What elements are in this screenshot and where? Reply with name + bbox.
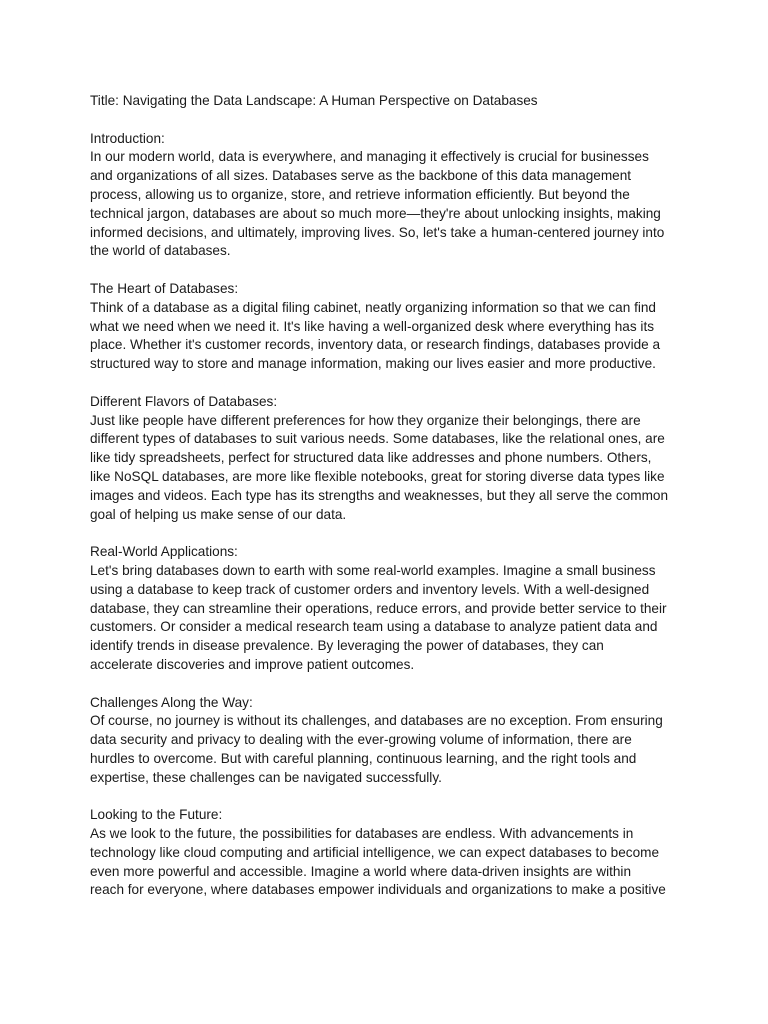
section-different-flavors [90, 393, 690, 525]
section-heading: Different Flavors of Databases: [90, 393, 278, 409]
document-page [90, 92, 690, 919]
section-heart-of-databases [90, 280, 690, 374]
section-heading: Real-World Applications: [90, 544, 238, 560]
section-heading: Challenges Along the Way: [90, 694, 253, 710]
section-looking-to-future [90, 806, 690, 900]
section-real-world-applications [90, 543, 690, 675]
section-heading: Looking to the Future: [90, 807, 223, 823]
section-challenges [90, 694, 690, 788]
section-body: Just like people have different preferences for how they organize their belongings, there are different types of databases to suit various needs. Some databases, like the relational ones, are like tidy spreadsheets, perfect for structured data like addresses and phone numbers. Others, like NoSQL databases, are more like flexible notebooks, great for storing diverse data types like images and videos. Each type has its strengths and weaknesses, but they all serve the common goal of helping us make sense of our data. [90, 412, 669, 522]
section-body: As we look to the future, the possibilities for databases are endless. With advancements in technology like cloud computing and artificial intelligence, we can expect databases to become even more powerful and accessible. Imagine a world where data-driven insights are within reach for everyone, where databases empower individuals and organizations to make a positive [90, 826, 666, 898]
document-title: Title: Navigating the Data Landscape: A Human Perspective on Databases [90, 93, 538, 108]
section-body: In our modern world, data is everywhere, and managing it effectively is crucial for businesses and organizations of all sizes. Databases serve as the backbone of this data management process, allowing us to organize, store, and retrieve information efficiently. But beyond the technical jargon, databases are about so much more—they're about unlocking insights, making informed decisions, and ultimately, improving lives. So, let's take a human-centered journey into the world of databases. [90, 149, 665, 259]
section-body: Think of a database as a digital filing cabinet, neatly organizing information so that we can find what we need when we need it. It's like having a well-organized desk where everything has its place. Whether it's customer records, inventory data, or research findings, databases provide a structured way to store and manage information, making our lives easier and more productive. [90, 299, 661, 372]
section-body: Let's bring databases down to earth with some real-world examples. Imagine a small business using a database to keep track of customer orders and inventory levels. With a well-designed database, they can streamline their operations, reduce errors, and provide better service to their customers. Or consider a medical research team using a database to analyze patient data and identify trends in disease prevalence. By leveraging the power of databases, they can accelerate discoveries and improve patient outcomes. [90, 562, 667, 672]
section-heading: Introduction: [90, 130, 165, 146]
section-heading: The Heart of Databases: [90, 280, 239, 296]
section-introduction [90, 130, 690, 262]
section-body: Of course, no journey is without its challenges, and databases are no exception. From ensuring data security and privacy to dealing with the ever-growing volume of information, there are hurdles to overcome. But with careful planning, continuous learning, and the right tools and expertise, these challenges can be navigated successfully. [90, 713, 663, 785]
